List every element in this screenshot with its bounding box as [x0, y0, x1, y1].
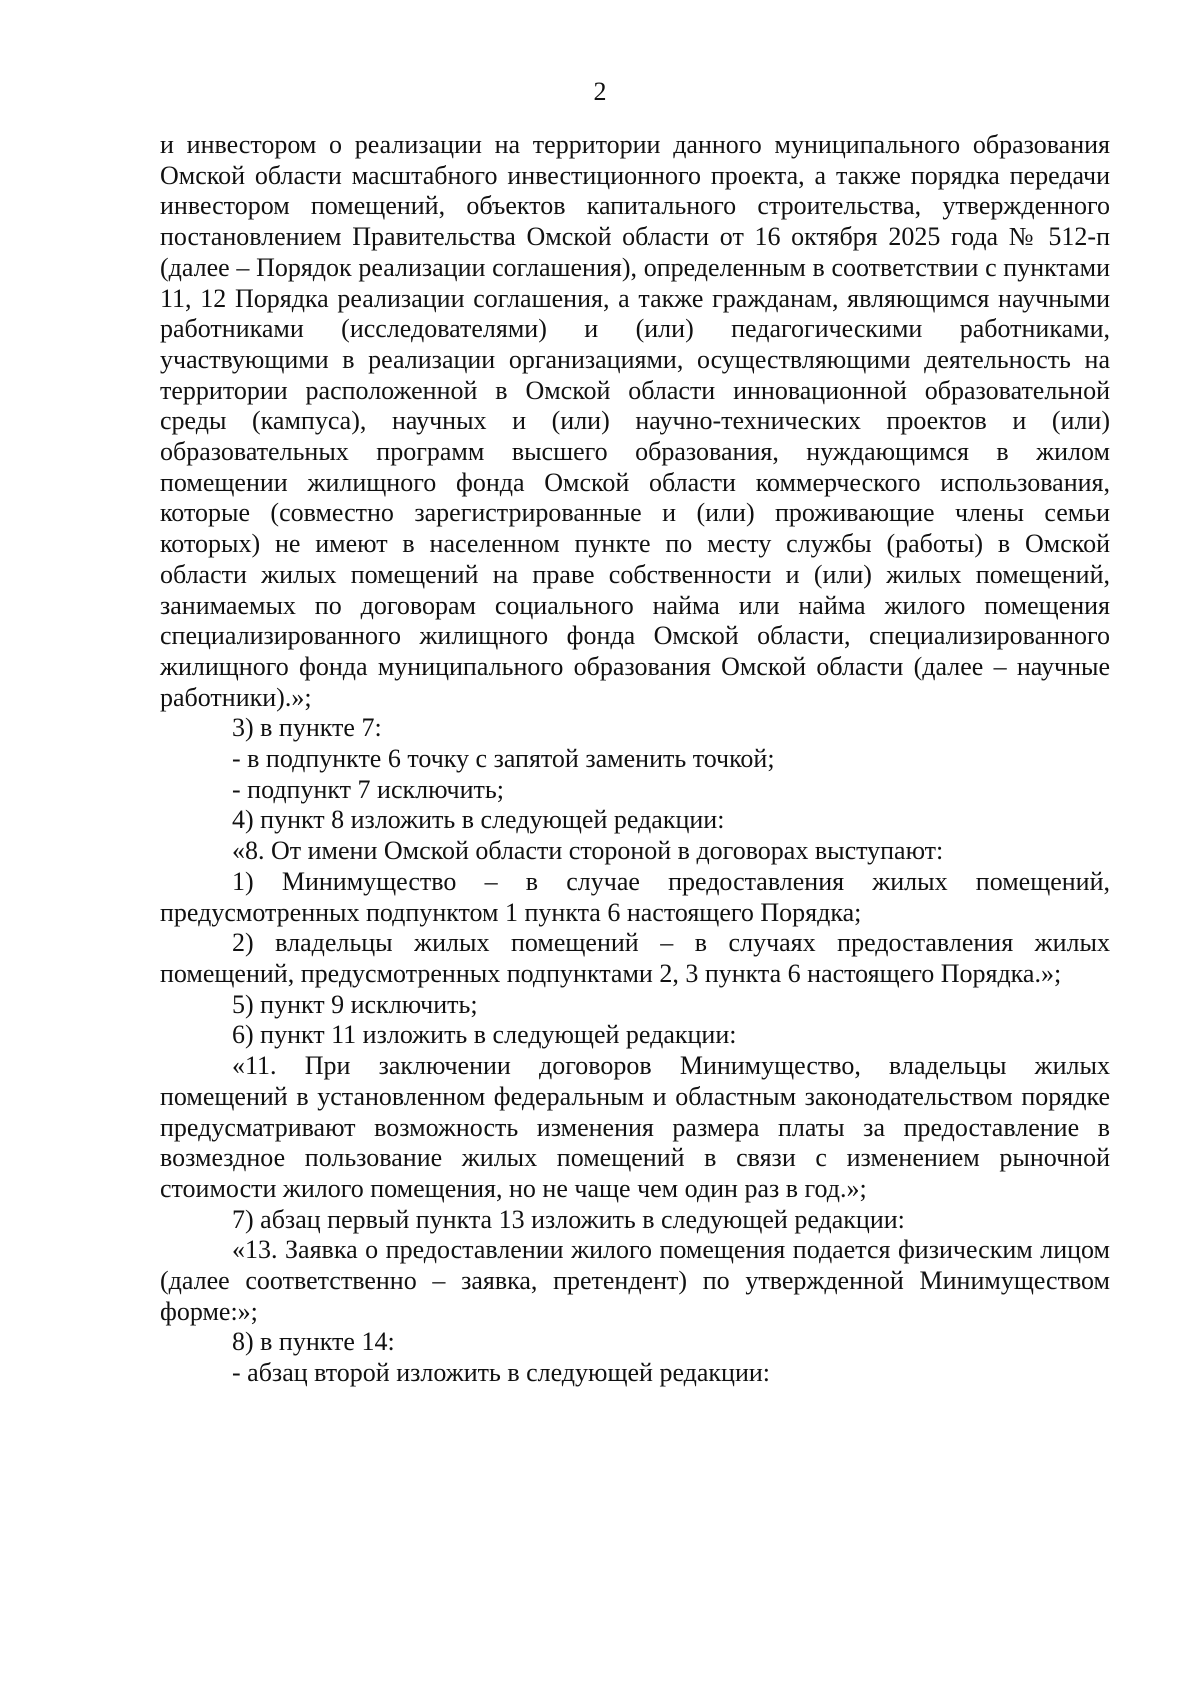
paragraph: 5) пункт 9 исключить;	[232, 989, 478, 1019]
page-number: 2	[593, 77, 607, 106]
paragraph: 4) пункт 8 изложить в следующей редакции:	[232, 805, 725, 835]
paragraph: «8. От имени Омской области стороной в договорах выступают:	[232, 836, 944, 866]
paragraph: 3) в пункте 7:	[232, 713, 382, 743]
paragraph: 2) владельцы жилых помещений – в случаях предоставления жилых помещений, предусмотренных подпунктами 2, 3 пункта 6 настоящего Порядка.»;	[160, 928, 1110, 988]
paragraph: 6) пункт 11 изложить в следующей редакции:	[232, 1020, 737, 1050]
paragraph: - подпункт 7 исключить;	[232, 774, 504, 804]
paragraph: «13. Заявка о предоставлении жилого помещения подается физическим лицом (далее соответственно – заявка, претендент) по утвержденной Минимуществом форме:»;	[160, 1235, 1110, 1326]
paragraph: - абзац второй изложить в следующей редакции:	[232, 1358, 771, 1388]
document-body	[160, 130, 1110, 1389]
paragraph: 7) абзац первый пункта 13 изложить в следующей редакции:	[232, 1204, 905, 1234]
paragraph: - в подпункте 6 точку с запятой заменить точкой;	[232, 744, 775, 774]
paragraph: и инвестором о реализации на территории данного муниципального образования Омской области масштабного инвестиционного проекта, а также порядка передачи инвестором помещений, объектов капитального строительства, утвержденного постановлением Правительства Омской области от 16 октября 2025 года № 512-п (далее – Порядок реализации соглашения), определенным в соответствии с пунктами 11, 12 Порядка реализации соглашения, а также гражданам, являющимся научными работниками (исследователями) и (или) педагогическими работниками, участвующими в реализации организациями, осуществляющими деятельность на территории расположенной в Омской области инновационной образовательной среды (кампуса), научных и (или) научно-технических проектов и (или) образовательных программ высшего образования, нуждающимся в жилом помещении жилищного фонда Омской области коммерческого использования, которые (совместно зарегистрированные и (или) проживающие члены семьи которых) не имеют в населенном пункте по месту службы (работы) в Омской области жилых помещений на праве собственности и (или) жилых помещений, занимаемых по договорам социального найма или найма жилого помещения специализированного жилищного фонда Омской области, специализированного жилищного фонда муниципального образования Омской области (далее – научные работники).»;	[160, 130, 1110, 712]
paragraph: 1) Минимущество – в случае предоставления жилых помещений, предусмотренных подпунктом 1 пункта 6 настоящего Порядка;	[160, 866, 1110, 927]
paragraph: 8) в пункте 14:	[232, 1327, 395, 1357]
paragraph: «11. При заключении договоров Минимущество, владельцы жилых помещений в установленном федеральным и областным законодательством порядке предусматривают возможность изменения размера платы за предоставление в возмездное пользование жилых помещений в связи с изменением рыночной стоимости жилого помещения, но не чаще чем один раз в год.»;	[160, 1051, 1110, 1203]
